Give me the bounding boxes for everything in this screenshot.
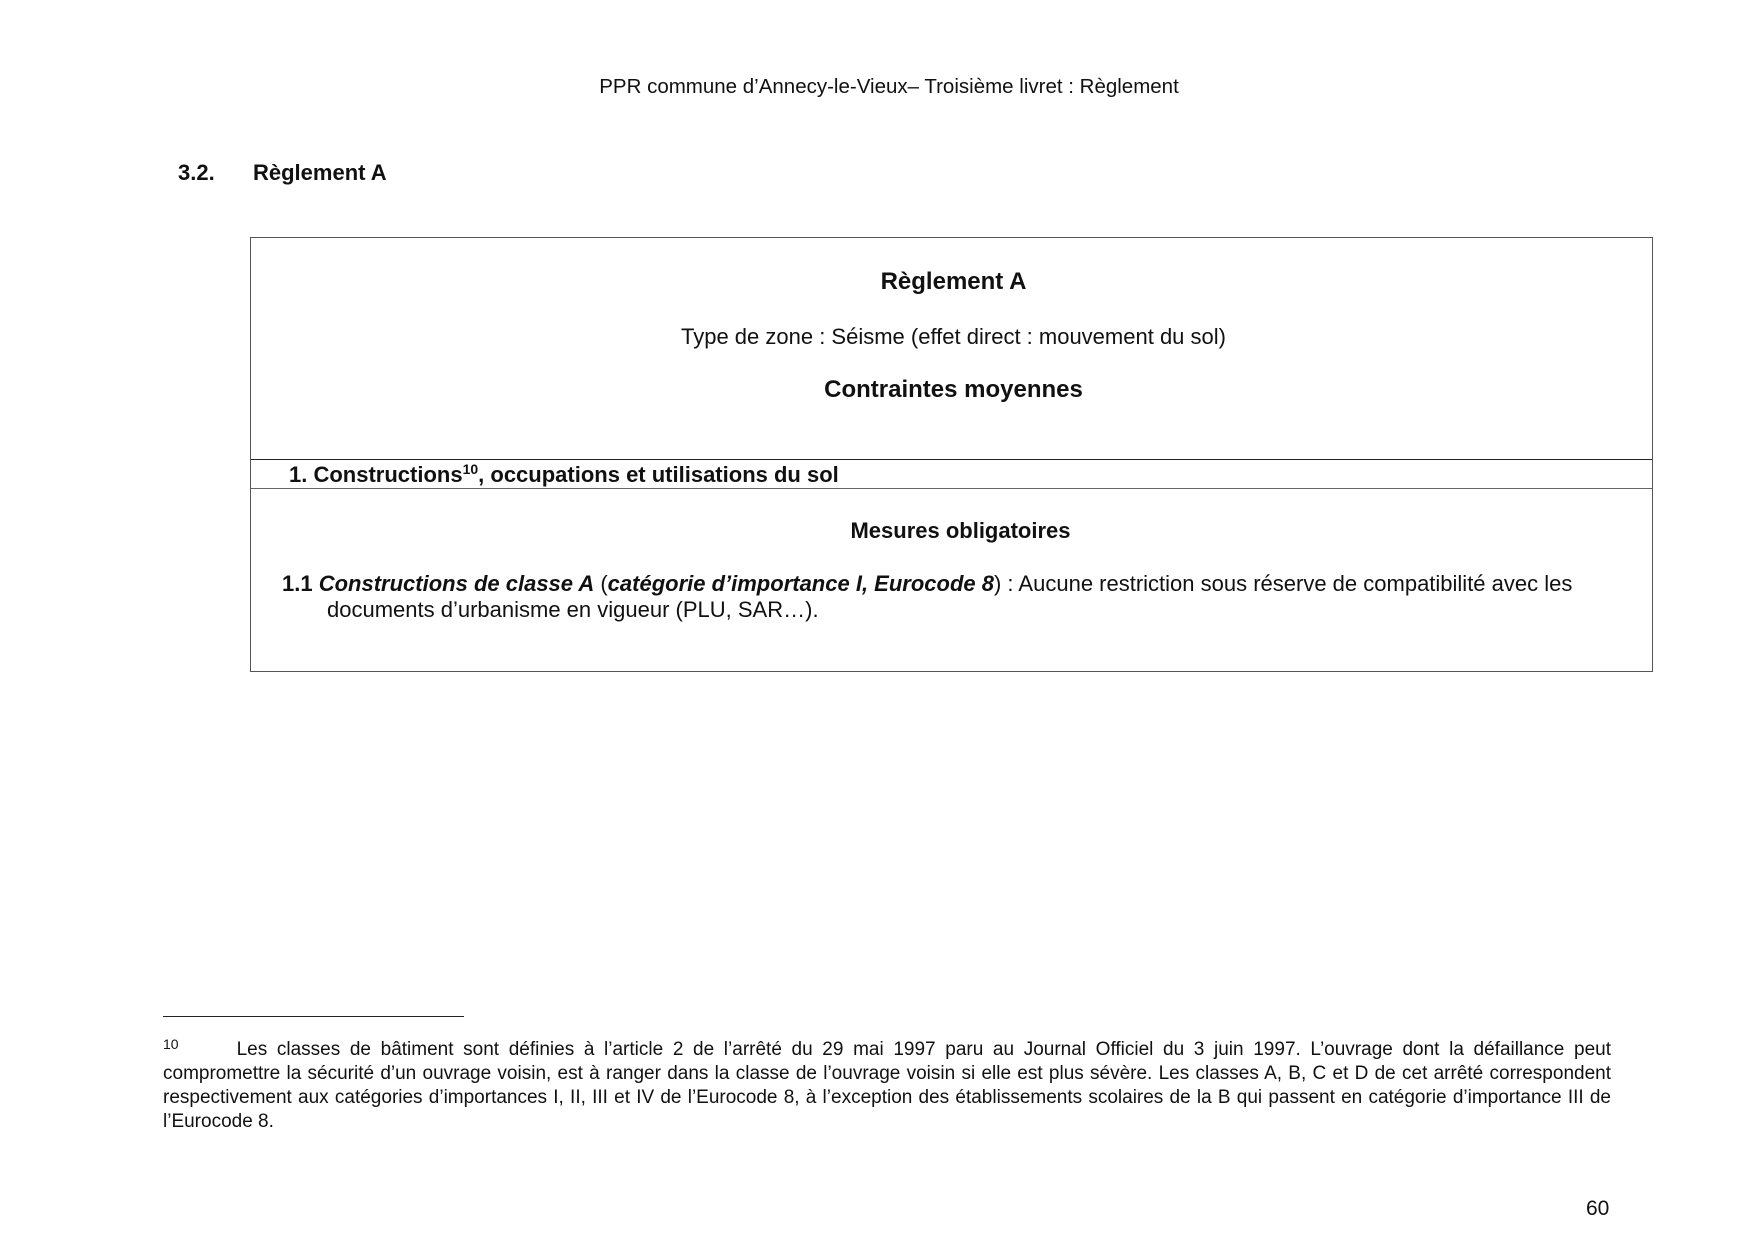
- constraint-level: Contraintes moyennes: [824, 376, 1083, 403]
- zone-type: Type de zone : Séisme (effet direct : mouvement du sol): [681, 324, 1226, 349]
- table-divider: [251, 459, 1652, 460]
- footnote-reference[interactable]: 10: [462, 461, 479, 477]
- footnote-separator: [163, 1016, 464, 1017]
- table-divider: [251, 488, 1652, 489]
- item-text: ) : Aucune restriction sous réserve de compatibilité avec les: [993, 571, 1573, 596]
- regulation-title: Règlement A: [880, 268, 1027, 295]
- measures-heading: Mesures obligatoires: [850, 518, 1071, 543]
- section-number: 3.2.: [178, 160, 215, 185]
- footnote-text: Les classes de bâtiment sont définies à l’article 2 de l’arrêté du 29 mai 1997 paru au Journal Officiel du 3 juin 1997. L’ouvrage dont la défaillance peut compromettre la sécurité d’un ouvrage voisin, est à ranger dans la classe de l’ouvrage voisin si elle est plus sévère. Les classes A, B, C et D de cet arrêté correspondent respectivement aux catégories d’importances I, II, III et IV de l’Eurocode 8, à l’exception des établissements scolaires de la B qui passent en catégorie d’importance III de l’Eurocode 8.: [163, 1039, 1611, 1132]
- item-open-paren: (: [594, 571, 608, 596]
- item-category-label: catégorie d’importance I, Eurocode 8: [607, 571, 994, 596]
- footnote: [163, 1038, 1611, 1134]
- regulation-table: [250, 237, 1653, 672]
- page-number: 60: [1586, 1197, 1610, 1220]
- section-heading: [289, 462, 839, 488]
- measure-item: [282, 571, 1644, 623]
- footnote-mark: 10: [163, 1036, 179, 1052]
- section-heading-suffix: , occupations et utilisations du sol: [478, 462, 839, 487]
- item-class-label: Constructions de classe A: [318, 571, 595, 596]
- section-heading-prefix: 1. Constructions: [289, 462, 463, 487]
- item-number: 1.1: [282, 571, 313, 596]
- item-continuation: documents d’urbanisme en vigueur (PLU, SAR…).: [327, 597, 819, 622]
- section-title: Règlement A: [253, 160, 387, 185]
- running-header: PPR commune d’Annecy-le-Vieux– Troisième livret : Règlement: [599, 75, 1179, 98]
